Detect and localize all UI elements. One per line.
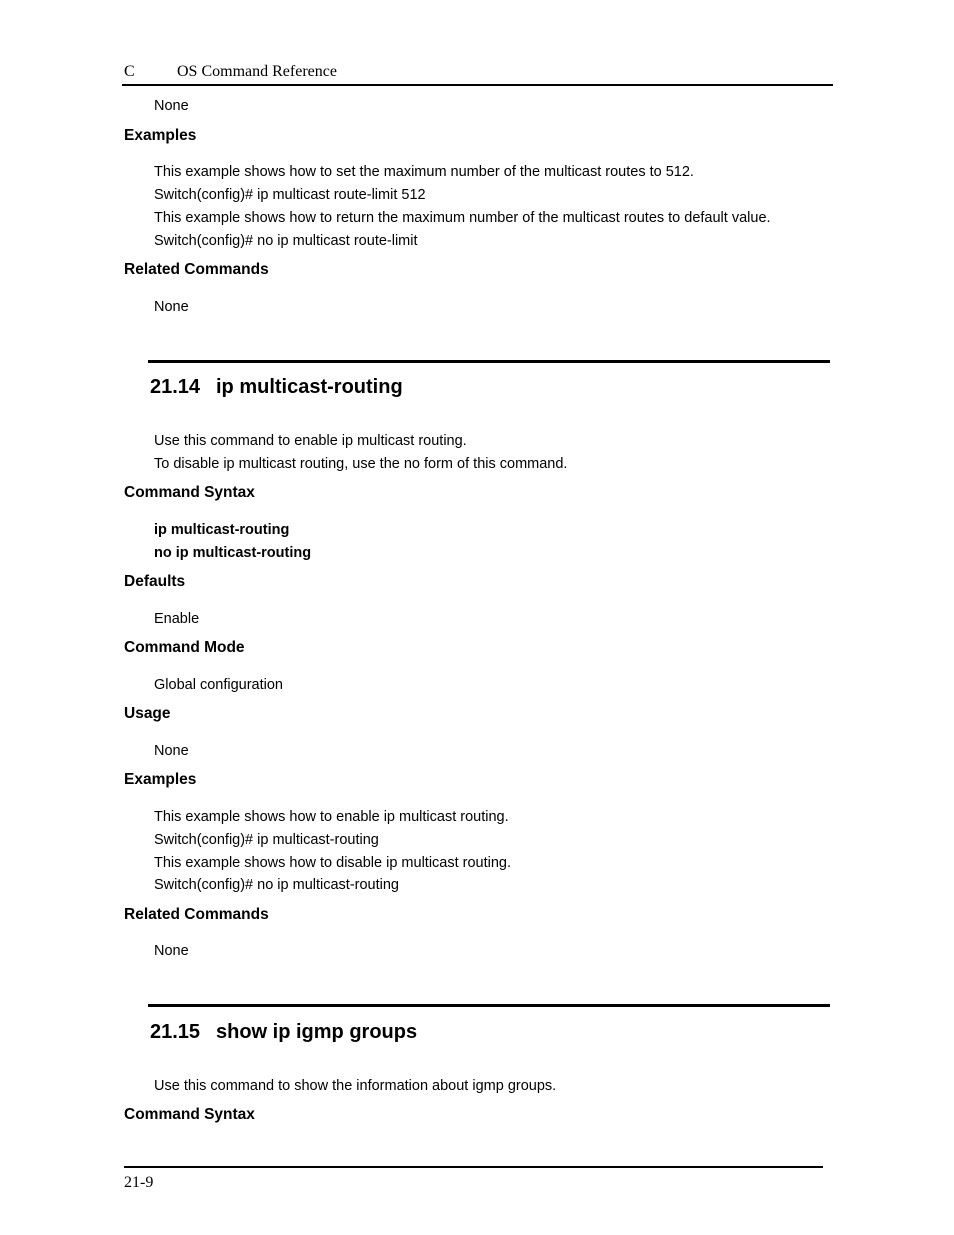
desc-line-15-1: Use this command to show the information about igmp groups. <box>154 1078 557 1094</box>
example-line-prev-2: Switch(config)# ip multicast route-limit 512 <box>154 187 426 203</box>
syntax-line-14-1: ip multicast-routing <box>154 522 290 538</box>
footer-rule <box>124 1166 823 1168</box>
usage-label-14: Usage <box>124 705 171 722</box>
section-number-14: 21.14 <box>150 376 201 398</box>
header-letter: C <box>124 63 135 80</box>
usage-text-14: None <box>154 743 189 759</box>
syntax-label-14: Command Syntax <box>124 484 255 501</box>
section-number-15: 21.15 <box>150 1021 201 1043</box>
example-line-14-3: This example shows how to disable ip multicast routing. <box>154 855 512 871</box>
related-label-14: Related Commands <box>124 906 269 923</box>
defaults-text-14: Enable <box>154 611 200 627</box>
syntax-label-15: Command Syntax <box>124 1106 255 1123</box>
header-title: OS Command Reference <box>177 63 337 80</box>
desc-line-14-1: Use this command to enable ip multicast routing. <box>154 433 467 449</box>
section-title-15: show ip igmp groups <box>216 1021 418 1043</box>
examples-label-prev: Examples <box>124 127 197 144</box>
section-rule-14 <box>148 360 830 363</box>
related-label-prev: Related Commands <box>124 261 269 278</box>
usage-text-prev: None <box>154 98 189 114</box>
section-heading-14 <box>150 376 403 399</box>
syntax-line-14-2: no ip multicast-routing <box>154 545 312 561</box>
defaults-label-14: Defaults <box>124 573 186 590</box>
example-line-prev-1: This example shows how to set the maximum number of the multicast routes to 512. <box>154 164 694 180</box>
example-line-14-1: This example shows how to enable ip multicast routing. <box>154 809 509 825</box>
examples-label-14: Examples <box>124 771 197 788</box>
page-number: 21-9 <box>124 1174 154 1191</box>
example-line-prev-4: Switch(config)# no ip multicast route-limit <box>154 233 418 249</box>
example-line-14-4: Switch(config)# no ip multicast-routing <box>154 877 399 893</box>
section-heading-15 <box>150 1021 417 1044</box>
section-rule-15 <box>148 1004 830 1007</box>
related-text-14: None <box>154 943 189 959</box>
example-line-14-2: Switch(config)# ip multicast-routing <box>154 832 379 848</box>
mode-text-14: Global configuration <box>154 677 283 693</box>
related-text-prev: None <box>154 299 189 315</box>
mode-label-14: Command Mode <box>124 639 245 656</box>
example-line-prev-3: This example shows how to return the maximum number of the multicast routes to default value. <box>154 210 771 226</box>
header-rule <box>122 84 833 86</box>
desc-line-14-2: To disable ip multicast routing, use the no form of this command. <box>154 456 568 472</box>
section-title-14: ip multicast-routing <box>216 376 403 398</box>
